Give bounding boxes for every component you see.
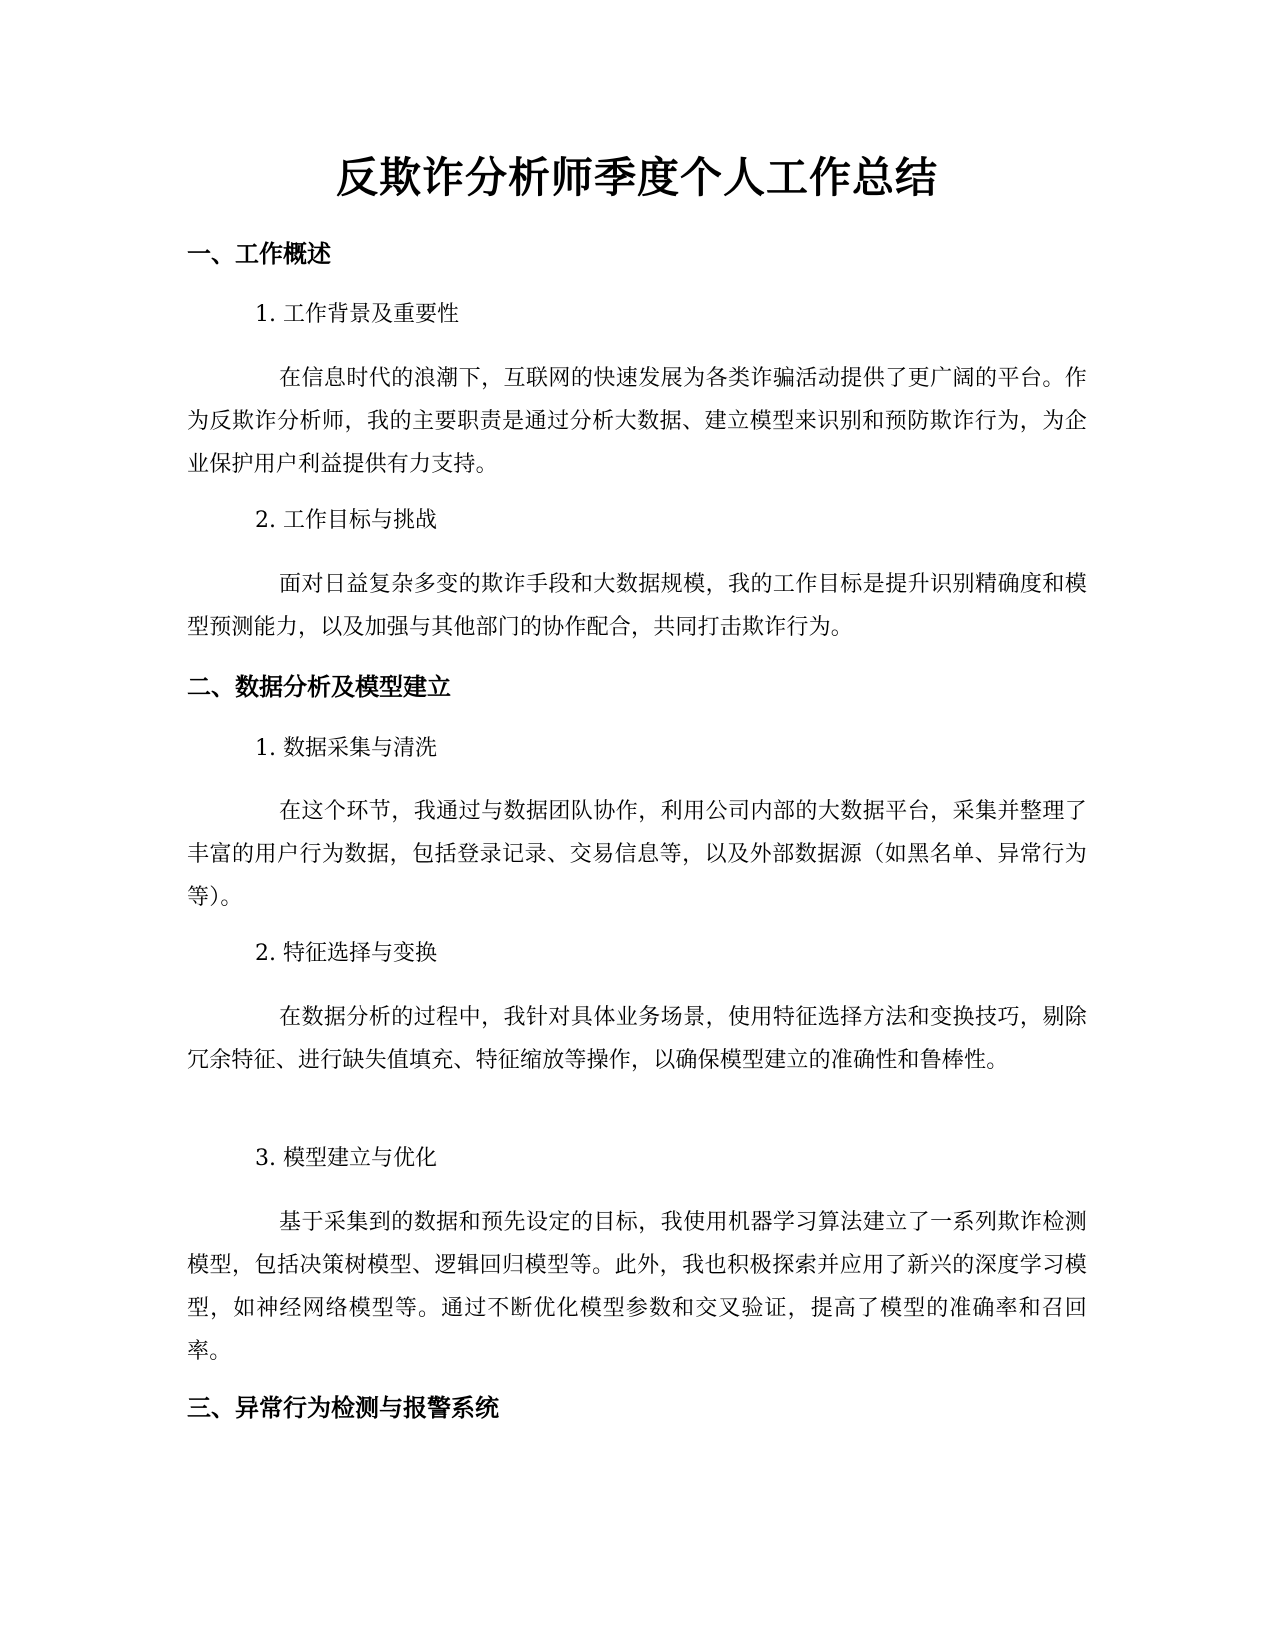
section-heading-3: 三、异常行为检测与报警系统 [187,1394,499,1422]
paragraph-2-2: 在数据分析的过程中，我针对具体业务场景，使用特征选择方法和变换技巧，剔除冗余特征、进行缺失值填充、特征缩放等操作，以确保模型建立的准确性和鲁棒性。 [187,1005,1087,1073]
subsection-heading-2-3: 3. 模型建立与优化 [255,1146,437,1171]
paragraph-2-1: 在这个环节，我通过与数据团队协作，利用公司内部的大数据平台，采集并整理了丰富的用户行为数据，包括登录记录、交易信息等，以及外部数据源（如黑名单、异常行为等）。 [187,799,1087,910]
subsection-heading-2-2: 2. 特征选择与变换 [255,941,437,966]
section-heading-1: 一、工作概述 [187,240,331,268]
paragraph-2-3: 基于采集到的数据和预先设定的目标，我使用机器学习算法建立了一系列欺诈检测模型，包括决策树模型、逻辑回归模型等。此外，我也积极探索并应用了新兴的深度学习模型，如神经网络模型等。通过不断优化模型参数和交叉验证，提高了模型的准确率和召回率。 [187,1210,1087,1364]
section-heading-2: 二、数据分析及模型建立 [187,673,451,701]
subsection-heading-1-2: 2. 工作目标与挑战 [255,508,437,533]
subsection-heading-2-1: 1. 数据采集与清洗 [255,736,437,761]
subsection-heading-1-1: 1. 工作背景及重要性 [255,302,459,327]
document-title: 反欺诈分析师季度个人工作总结 [335,153,938,202]
paragraph-1-2: 面对日益复杂多变的欺诈手段和大数据规模，我的工作目标是提升识别精确度和模型预测能力，以及加强与其他部门的协作配合，共同打击欺诈行为。 [187,572,1087,640]
paragraph-1-1: 在信息时代的浪潮下，互联网的快速发展为各类诈骗活动提供了更广阔的平台。作为反欺诈分析师，我的主要职责是通过分析大数据、建立模型来识别和预防欺诈行为，为企业保护用户利益提供有力支持。 [187,366,1087,477]
